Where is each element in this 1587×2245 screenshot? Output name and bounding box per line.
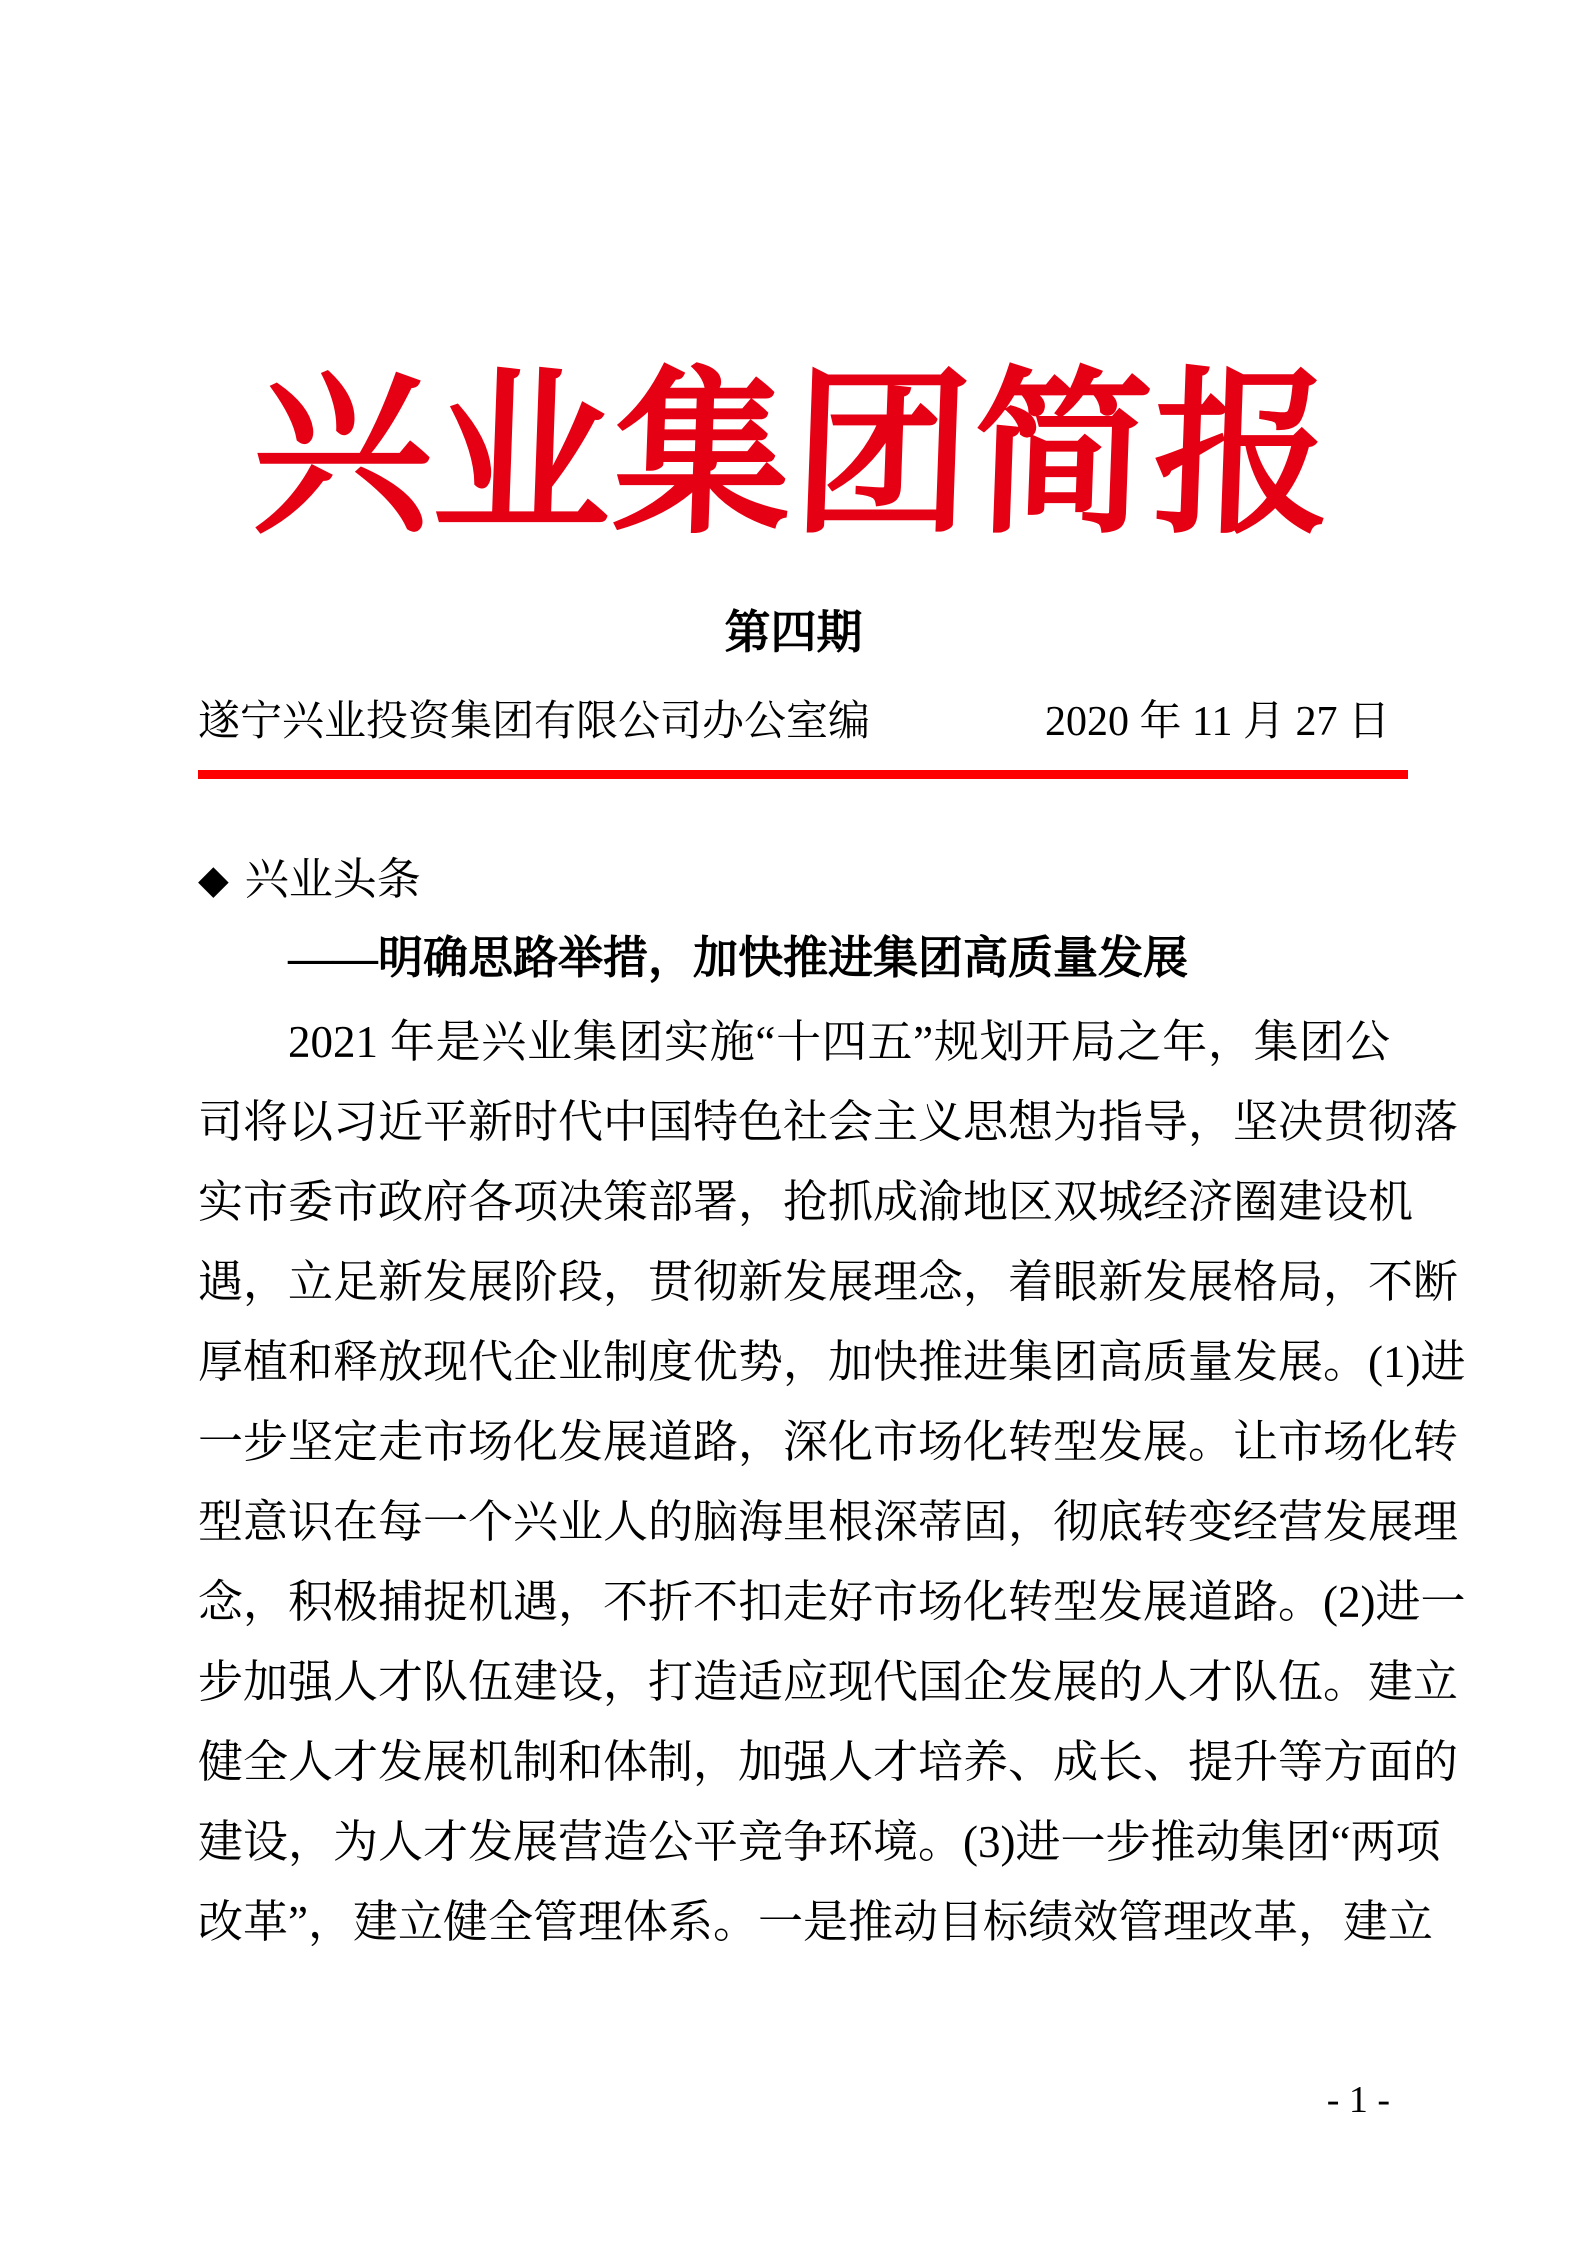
- publish-date: 2020 年 11 月 27 日: [1045, 699, 1390, 745]
- section-header: [198, 852, 421, 908]
- body-line: 遇，立足新发展阶段，贯彻新发展理念，着眼新发展格局，不断: [198, 1257, 1459, 1307]
- body-line: 一步坚定走市场化发展道路，深化市场化转型发展。让市场化转: [198, 1417, 1459, 1467]
- newsletter-masthead-title: 兴业集团简报: [250, 357, 1337, 555]
- body-line: 厚植和释放现代企业制度优势，加快推进集团高质量发展。(1)进: [198, 1337, 1466, 1387]
- body-line: 念，积极捕捉机遇，不折不扣走好市场化转型发展道路。(2)进一: [198, 1577, 1466, 1627]
- body-line: 实市委市政府各项决策部署，抢抓成渝地区双城经济圈建设机: [198, 1177, 1414, 1227]
- section-title: 兴业头条: [244, 855, 421, 904]
- red-divider-rule: [198, 770, 1408, 779]
- body-line: 2021 年是兴业集团实施“十四五”规划开局之年，集团公: [288, 1017, 1390, 1067]
- page-number: - 1 -: [1326, 2079, 1390, 2121]
- body-line: 司将以习近平新时代中国特色社会主义思想为指导，坚决贯彻落: [198, 1097, 1459, 1147]
- diamond-bullet-icon: ◆: [198, 857, 229, 903]
- body-line: 改革”，建立健全管理体系。一是推动目标绩效管理改革，建立: [198, 1897, 1433, 1947]
- issue-number: 第四期: [724, 606, 863, 658]
- body-line: 建设，为人才发展营造公平竞争环境。(3)进一步推动集团“两项: [198, 1817, 1441, 1867]
- editor-line: 遂宁兴业投资集团有限公司办公室编: [198, 699, 871, 745]
- headline-subtitle: ——明确思路举措，加快推进集团高质量发展: [288, 933, 1189, 983]
- meta-row: [198, 696, 1390, 748]
- body-line: 步加强人才队伍建设，打造适应现代国企发展的人才队伍。建立: [198, 1657, 1459, 1707]
- body-line: 健全人才发展机制和体制，加强人才培养、成长、提升等方面的: [198, 1737, 1459, 1787]
- body-line: 型意识在每一个兴业人的脑海里根深蒂固，彻底转变经营发展理: [198, 1497, 1459, 1547]
- article-body: [198, 1002, 1466, 1962]
